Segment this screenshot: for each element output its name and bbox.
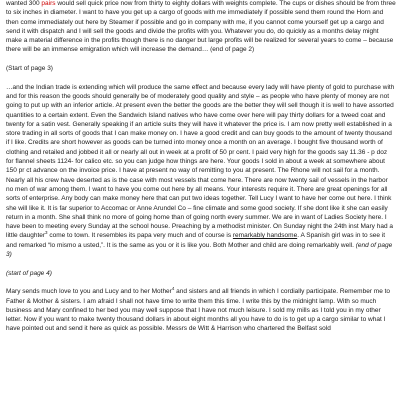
paragraph-gap bbox=[6, 278, 396, 287]
letter-page bbox=[6, 0, 396, 334]
underlined-text: remarkably handsome bbox=[232, 232, 298, 240]
paragraph-page4 bbox=[6, 287, 396, 333]
text-segment: wanted 300 bbox=[6, 0, 42, 7]
page-end-note: (end of page 2) bbox=[210, 46, 255, 54]
paragraph-page3 bbox=[6, 83, 396, 260]
text-segment: Mary sends much love to you and Lucy and to her Mother bbox=[6, 288, 172, 296]
paragraph-page2-end bbox=[6, 0, 396, 55]
text-segment: come to town. It resembles its papa very much and of course is bbox=[47, 232, 233, 240]
page3-heading: (Start of page 3) bbox=[6, 65, 53, 73]
paragraph-gap bbox=[6, 55, 396, 64]
footnote-marker: 3 bbox=[45, 230, 48, 236]
highlighted-word: pairs bbox=[41, 0, 56, 7]
page-end-note: (end of page 3) bbox=[6, 241, 393, 259]
text-segment: . A Spanish girl was in to see it and remarked “lo mismo a usted,”. It is the same as you or it is like you. Both Mother and child are doing remarkably well. bbox=[6, 232, 386, 249]
paragraph-gap bbox=[6, 73, 396, 82]
footnote-marker: 4 bbox=[171, 286, 175, 292]
paragraph-gap bbox=[6, 259, 396, 268]
text-segment: and sisters and all friends in which I cordially participate. Remember me to Father & Mother & sisters. I am afraid I shall not have time to write them this time. I write this by the midnight lamp. With so much business and Mary confined to her bed you may well suppose that I have not much leisure. I sold my mills as I told you in my other letter. Now if you want to make twenty thousand dollars in about eight months all you have to do is to get up a cargo similar to what I have pointed out and send it here as quick as possible. Messrs de Witt & Harrison who chartered the Belfast sold bbox=[6, 288, 391, 333]
page4-heading: (start of page 4) bbox=[6, 269, 52, 277]
text-segment: would sell quick price now from thirty to eighty dollars with weights complete. The cups or dishes should be from three to six inches in diameter. I want to have you get up a cargo of goods with me immediately if possible send them round the Horn and then come immediately out here by Steamer if possible and go in company with me, if you cannot come yourself get up a cargo and send it with dispatch and I will sell the goods and divide the profits with you. Whatever you do, do quickly as a months delay might make a material difference in the profits though there is no danger but large profits will be realized for several years to come – because there will be an immense emigration which will increase the demand… bbox=[6, 0, 396, 54]
text-segment: …and the Indian trade is extending which will produce the same effect and because every lady will have plenty of gold to purchase with and for this reason the goods should generally be of moderately good quality and style – as people who have plenty of money are not going to put up with an inferior article. At present even the better the goods are the better they will sell though it is well to have assorted quantities to a certain extent. Even the Sandwich Island natives who have come over here will pay thirty dollars for a tweed coat and twenty for a satin vest. Generally speaking if an article suits they will have it whatever the price is. I am now pretty well established in a store trading in all sorts of goods that I can make money on. I have a good credit and can buy goods to the amount of twenty thousand if I like. Credits are short however as goods can be turned into money once a month on an average. I bought five thousand worth of clothing and retailed and jobbed it all or nearly all out in week at a profit of 50 pr cent. I paid very high for the goods say 11.36 - p doz for flannel sheets 1124- for calico etc. so you can judge how things are here. Your goods I sold in about a week at somewhere about 150 pr ct advance on the invoice price. I have at present no way of remitting to you at present. The Rhone will not sail for a month. Nearly all his crew have deserted as is the case with most vessels that come here. There are now twenty sail of vessels in the harbor no men of war among them. I want to have you come out here by all means. Your interests require it. There are great openings for all sorts of enterprise. Any body can make money here that can put two ideas together. Tell Lucy I want to have her come out here. I think she will like it. It is far superior to Accomac or Anne Arundel Co – fine climate and some good society. If she dont like it she can easily return in a month. She shall think no more of going home than of going north every summer. We are in want of Ladies Society here. I have been to meeting every Sunday at the school house. Preaching by a methodist minister. On Sunday night the 24th inst Mary had a little daughter bbox=[6, 83, 395, 240]
